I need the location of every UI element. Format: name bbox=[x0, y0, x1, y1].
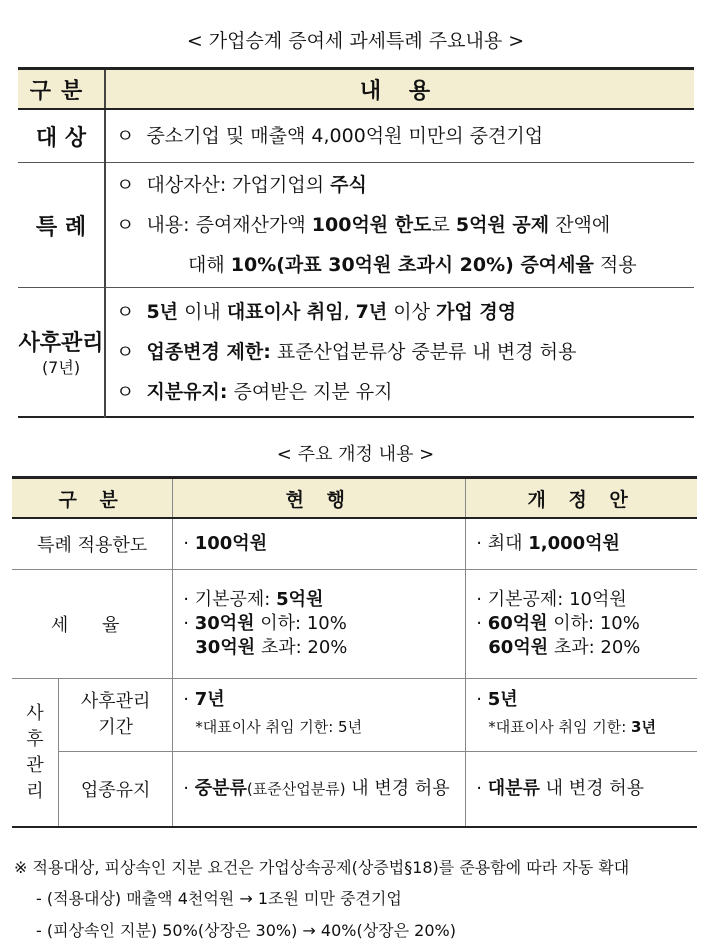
special-line-2: ㅇ 내용: 증여재산가액 100억원 한도로 5억원 공제 잔액에 bbox=[116, 214, 611, 236]
row-label-special: 특 례 bbox=[18, 163, 105, 288]
header-category: 구 분 bbox=[12, 478, 173, 519]
table2-title: < 주요 개정 내용 > bbox=[276, 444, 435, 465]
row-target bbox=[18, 109, 694, 163]
footnote: ※ 적용대상, 피상속인 지분 요건은 가업상속공제(상증법§18)를 준용함에 따라 자동 확대 bbox=[14, 858, 630, 877]
footnote-detail-1: - (적용대상) 매출액 4천억원 → 1조원 미만 중견기업 bbox=[36, 889, 402, 908]
header-proposal: 개 정 안 bbox=[466, 478, 697, 519]
keep-proposal: · 대분류 내 변경 허용 bbox=[476, 778, 645, 799]
keep-current: · 중분류(표준산업분류) 내 변경 허용 bbox=[183, 778, 450, 799]
row-label-limit: 특례 적용한도 bbox=[12, 518, 173, 570]
row-aftercare-period bbox=[12, 679, 697, 752]
row-limit bbox=[12, 518, 697, 570]
aftercare-line-2: ㅇ 업종변경 제한: 표준산업분류상 중분류 내 변경 허용 bbox=[116, 341, 577, 363]
row-label-rate: 세 율 bbox=[12, 570, 173, 679]
limit-proposal: · 최대 1,000억원 bbox=[476, 533, 620, 554]
row-label-business-keep: 업종유지 bbox=[59, 752, 173, 828]
target-line: ㅇ 중소기업 및 매출액 4,000억원 미만의 중견기업 bbox=[116, 125, 544, 147]
footnote-detail-2: - (피상속인 지분) 50%(상장은 30%) → 40%(상장은 20%) bbox=[36, 921, 456, 940]
row-label-target: 대 상 bbox=[18, 109, 105, 163]
row-business-keep bbox=[12, 752, 697, 828]
rate-current-2: · 30억원 이하: 10% bbox=[183, 613, 347, 634]
row-aftercare bbox=[18, 288, 694, 418]
rate-proposal-2: · 60억원 이하: 10% bbox=[476, 613, 640, 634]
limit-current: · 100억원 bbox=[183, 533, 268, 554]
row-special bbox=[18, 163, 694, 288]
special-rules-table bbox=[18, 67, 694, 418]
header-category: 구분 bbox=[18, 69, 105, 110]
row-label-period: 사후관리 기간 bbox=[59, 679, 173, 752]
amendment-table bbox=[12, 476, 697, 828]
special-line-3: 대해 10%(과표 30억원 초과시 20%) 증여세율 적용 bbox=[188, 254, 637, 276]
rate-proposal-1: · 기본공제: 10억원 bbox=[476, 589, 627, 610]
aftercare-line-3: ㅇ 지분유지: 증여받은 지분 유지 bbox=[116, 381, 393, 403]
table1-title: < 가업승계 증여세 과세특례 주요내용 > bbox=[186, 30, 525, 52]
rate-proposal-3: 60억원 초과: 20% bbox=[488, 637, 641, 658]
row-rate bbox=[12, 570, 697, 679]
period-proposal: · 5년 bbox=[476, 689, 518, 710]
period-current: · 7년 bbox=[183, 689, 225, 710]
period-proposal-note: *대표이사 취임 기한: 3년 bbox=[488, 718, 656, 736]
aftercare-line-1: ㅇ 5년 이내 대표이사 취임, 7년 이상 가업 경영 bbox=[116, 301, 517, 323]
row-label-aftercare-group: 사 후 관 리 bbox=[12, 679, 59, 828]
header-current: 현 행 bbox=[173, 478, 466, 519]
header-content: 내 용 bbox=[105, 69, 694, 110]
period-current-note: *대표이사 취임 기한: 5년 bbox=[195, 718, 363, 736]
special-line-1: ㅇ 대상자산: 가업기업의 주식 bbox=[116, 174, 367, 196]
rate-current-1: · 기본공제: 5억원 bbox=[183, 589, 324, 610]
rate-current-3: 30억원 초과: 20% bbox=[195, 637, 348, 658]
row-label-aftercare: 사후관리 (7년) bbox=[18, 288, 105, 418]
